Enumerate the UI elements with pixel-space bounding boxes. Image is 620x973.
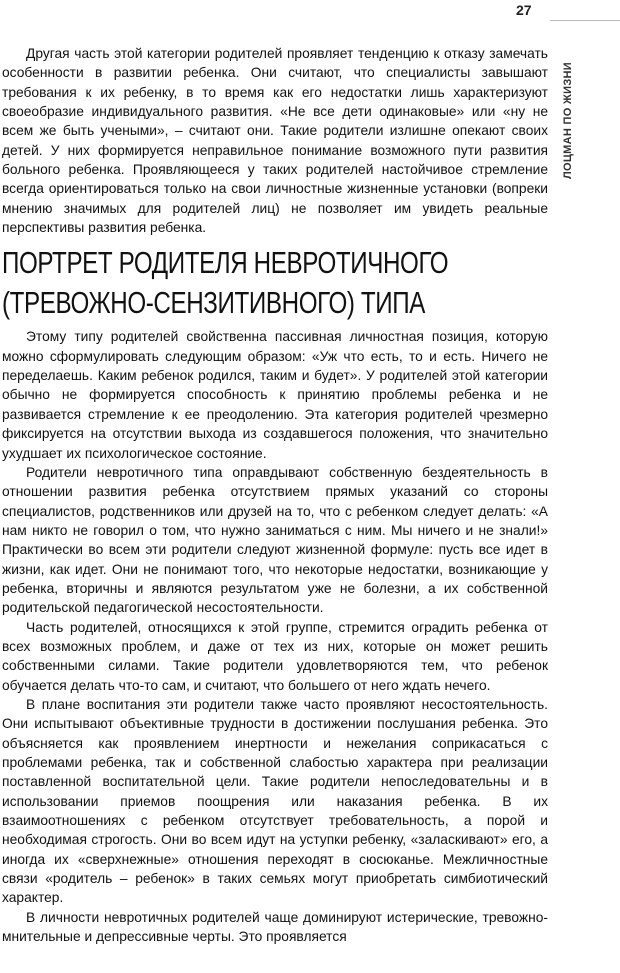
paragraph-intro: Другая часть этой категории родителей проявляет тенденцию к отказу замечать особенности в развитии ребенка. Они считают, что специалисты завышают требования к их ребенку, в то время как его недостатки лишь характеризуют своеобразие индивидуального развития. «Не все дети одинаковые» или «ну не всем же быть учеными», – считают они. Такие родители излишне опекают своих детей. У них формируется неправильное понимание возможного пути развития больного ребенка. Проявляющееся у таких родителей настойчивое стремление всегда ориентироваться только на свои личностные жизненные установки (вопреки мнению значимых для родителей лиц) не позволяет им увидеть реальные перспективы развития ребенка. (2, 46, 548, 236)
paragraph-2: Родители невротичного типа оправдывают собственную бездеятельность в отношении развития ребенка отсутствием прямых указаний со стороны специалистов, родственников или друзей на то, что с ребенком следует делать: «А нам никто не говорил о том, что нужно заниматься с ним. Мы ничего и не знали!» Практически во всем эти родители следуют жизненной формуле: пусть все идет в жизни, как идет. Они не понимают того, что некоторые недостатки, возникающие у ребенка, вторичны и являются результатом уже не болезни, а их собственной родительской педагогической несостоятельности. (2, 464, 548, 616)
header-rule (550, 20, 620, 21)
paragraph-3: Часть родителей, относящихся к этой группе, стремится оградить ребенка от всех возможных проблем, и даже от тех из них, которые он может решить собственными силами. Такие родители удовлетворяются тем, что ребенок обучается делать что-то сам, и считают, что большего от него ждать нечего. (2, 619, 548, 693)
section-heading: ПОРТРЕТ РОДИТЕЛЯ НЕВРОТИЧНОГО (ТРЕВОЖНО-СЕНЗИТИВНОГО) ТИПА (2, 245, 449, 321)
page-body (2, 44, 548, 946)
page-number: 27 (516, 2, 532, 18)
paragraph-1: Этому типу родителей свойственна пассивная личностная позиция, которую можно сформулировать следующим образом: «Уж что есть, то и есть. Ничего не переделаешь. Каким ребенок родился, таким и будет». У родителей этой категории обычно не формируется способность к принятию проблемы ребенка и не развивается стремление к ее преодолению. Эта категория родителей чрезмерно фиксируется на отсутствии выхода из создавшегося положения, что значительно ухудшает их психологическое состояние. (2, 329, 548, 461)
paragraph-4: В плане воспитания эти родители также часто проявляют несостоятельность. Они испытывают объективные трудности в достижении послушания ребенка. Это объясняется как проявлением инертности и нежелания соприкасаться с проблемами ребенка, так и собственной слабостью характера при реализации поставленной воспитательной цели. Такие родители непоследовательны и в использовании приемов поощрения или наказания ребенка. В их взаимоотношениях с ребенком отсутствует требовательность, а порой и необходимая строгость. Они во всем идут на уступки ребенку, «заласкивают» его, а иногда их «сверхнежные» отношения переходят в сюсюканье. Межличностные связи «родитель – ребенок» в таких семьях могут приобретать симбиотический характер. (2, 696, 548, 906)
running-section-title: ЛОЦМАН ПО ЖИЗНИ (562, 62, 574, 180)
paragraph-5: В личности невротичных родителей чаще доминируют истерические, тревожно-мнительные и депрессивные черты. Это проявляется (2, 909, 548, 945)
